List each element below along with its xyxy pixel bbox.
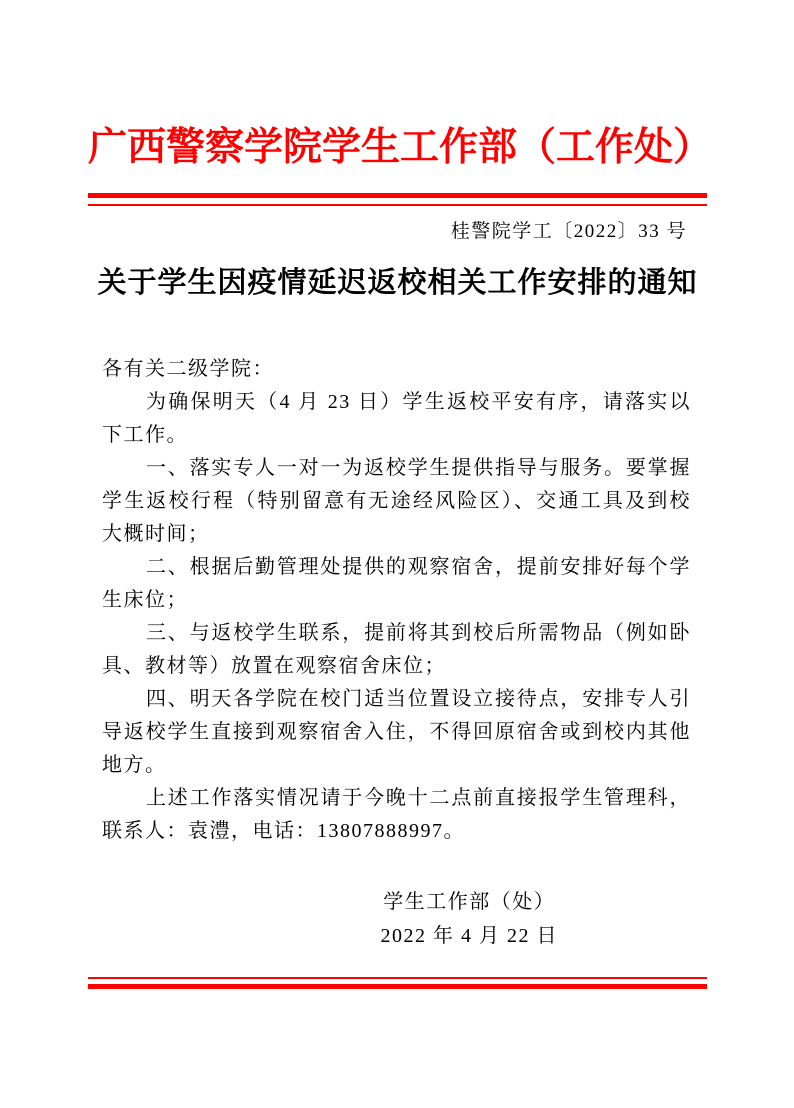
letterhead-org-title: 广西警察学院学生工作部（工作处）	[88, 126, 713, 169]
notice-title: 关于学生因疫情延迟返校相关工作安排的通知	[97, 267, 698, 299]
signature-block	[381, 885, 559, 953]
paragraph-item-4: 四、明天各学院在校门适当位置设立接待点，安排专人引导返校学生直接到观察宿舍入住，不得回原宿舍或到校内其他地方。	[102, 688, 691, 776]
salutation: 各有关二级学院：	[102, 358, 274, 380]
signature-date: 2022 年 4 月 22 日	[380, 925, 558, 947]
paragraph-intro: 为确保明天（4 月 23 日）学生返校平安有序，请落实以下工作。	[102, 391, 691, 446]
notice-text	[102, 353, 691, 848]
signature-signer: 学生工作部（处）	[383, 891, 556, 913]
paragraph-item-3: 三、与返校学生联系，提前将其到校后所需物品（例如卧具、教材等）放置在观察宿舍床位；	[102, 622, 691, 677]
document-number: 桂警院学工〔2022〕33 号	[450, 221, 687, 242]
footer-double-rule	[88, 977, 707, 989]
paragraph-item-1: 一、落实专人一对一为返校学生提供指导与服务。要掌握学生返校行程（特别留意有无途经风险区）、交通工具及到校大概时间；	[102, 457, 691, 545]
paragraph-report: 上述工作落实情况请于今晚十二点前直接报学生管理科，联系人：袁澧，电话：13807888997。	[102, 787, 691, 842]
paragraph-item-2: 二、根据后勤管理处提供的观察宿舍，提前安排好每个学生床位；	[102, 556, 691, 611]
letterhead-double-rule	[88, 193, 707, 206]
letterhead	[88, 122, 713, 245]
notice-body	[88, 261, 707, 953]
document-footer	[88, 977, 707, 989]
